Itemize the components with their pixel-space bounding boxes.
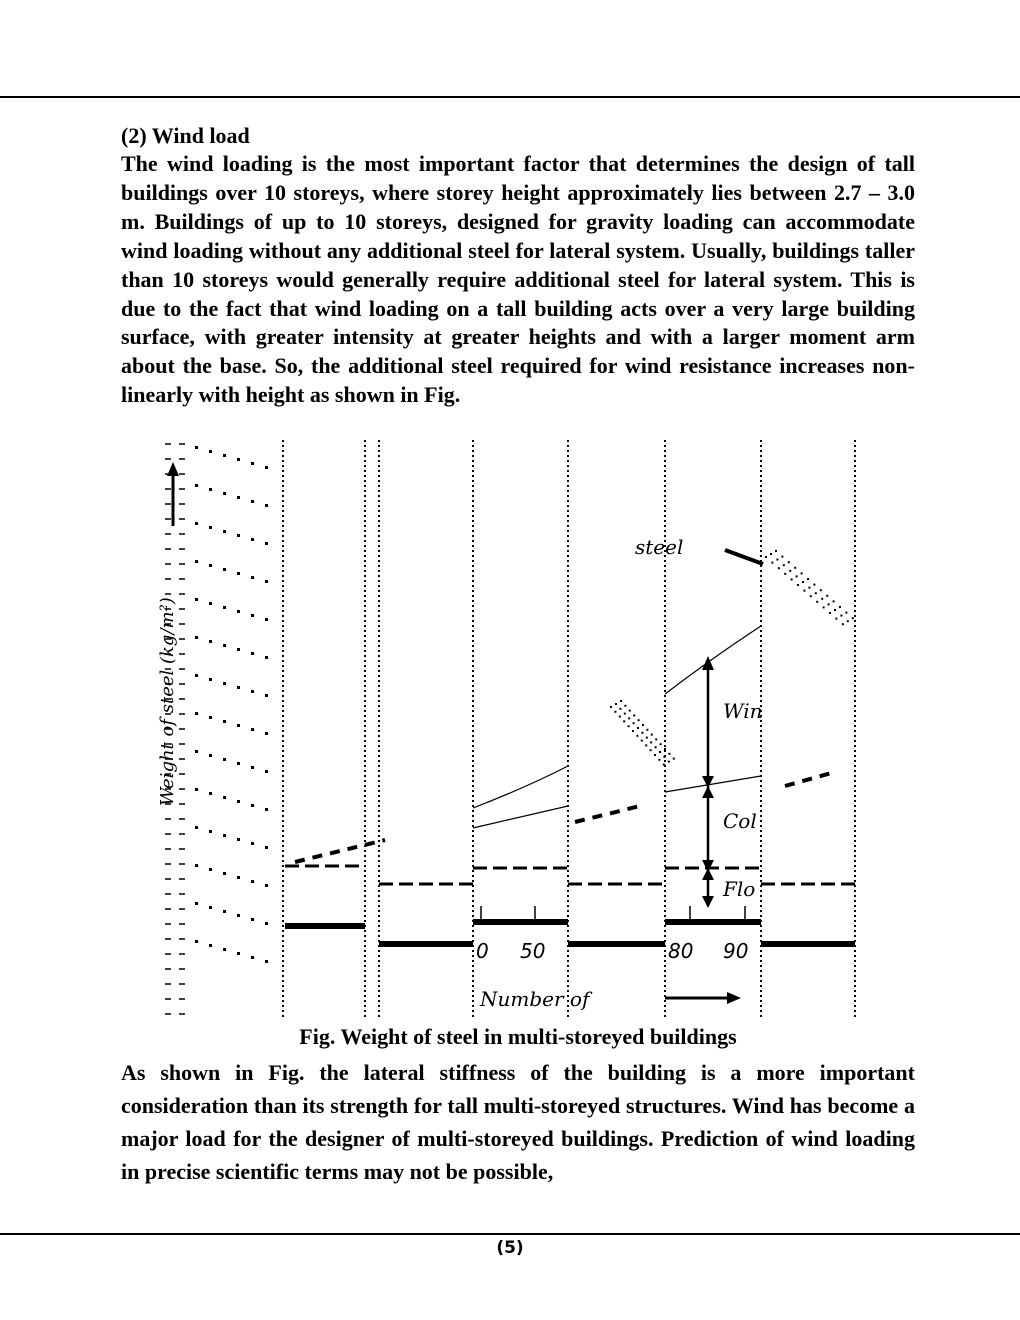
dot-mark (651, 734, 653, 736)
dot-mark (668, 761, 670, 763)
body-paragraph-2: As shown in Fig. the lateral stiffness of the building is a more important consideration than its strength for tall multi-storeyed structures. Wind has become a major load for the designer of multi-storeyed buildings. Prediction of wind loading in precise scientific terms may not be possible, (121, 1060, 915, 1184)
dot-mark (633, 722, 635, 724)
dot-mark (209, 868, 212, 871)
dot-mark (775, 550, 777, 552)
dot-mark (209, 488, 212, 491)
dot-mark (223, 796, 226, 799)
dot-mark (796, 575, 798, 577)
dot-mark (237, 724, 240, 727)
dot-mark (209, 602, 212, 605)
dot-mark (668, 753, 670, 755)
dot-mark (265, 580, 268, 583)
dot-mark (781, 556, 783, 558)
dot-mark (655, 738, 657, 740)
dot-mark (641, 740, 643, 742)
label-wind-bracing: Win (723, 699, 763, 723)
label-columns: Col (723, 809, 757, 833)
dot-mark (847, 620, 849, 622)
dot-mark (659, 751, 661, 753)
dot-mark (223, 682, 226, 685)
dot-mark (615, 703, 617, 705)
dot-mark (251, 766, 254, 769)
dot-mark (840, 615, 842, 617)
dot-mark (770, 553, 772, 555)
dot-mark (816, 601, 818, 603)
arrowhead-up-icon (702, 868, 714, 880)
dot-mark (237, 610, 240, 613)
dot-mark (835, 618, 837, 620)
dot-mark (209, 754, 212, 757)
dot-mark (265, 732, 268, 735)
wind-line (473, 766, 568, 808)
dot-mark (624, 713, 626, 715)
dot-mark (646, 737, 648, 739)
dot-mark (237, 876, 240, 879)
columns-line (473, 806, 568, 828)
dot-mark (237, 572, 240, 575)
dot-mark (195, 484, 198, 487)
series-floor (285, 866, 855, 884)
dot-mark (655, 746, 657, 748)
dot-mark (265, 618, 268, 621)
dot-mark (765, 556, 767, 558)
dot-mark (223, 606, 226, 609)
dot-mark (265, 542, 268, 545)
dot-mark (209, 450, 212, 453)
dot-mark (223, 872, 226, 875)
dot-mark (223, 720, 226, 723)
dot-mark (658, 759, 660, 761)
dot-mark (237, 800, 240, 803)
dot-mark (265, 808, 268, 811)
dot-mark (237, 496, 240, 499)
dot-mark (251, 804, 254, 807)
dot-mark (195, 902, 198, 905)
y-axis-label: Weight of steel (kg/m²) (157, 597, 178, 806)
dot-mark (195, 560, 198, 563)
dot-mark (646, 729, 648, 731)
steel-weight-figure (155, 436, 880, 1026)
dot-mark (209, 944, 212, 947)
label-floor: Flo (723, 877, 756, 901)
dot-mark (808, 587, 810, 589)
dot-mark (209, 564, 212, 567)
dot-mark (771, 562, 773, 564)
dot-mark (629, 710, 631, 712)
arrowhead-down-icon (702, 896, 714, 908)
series-total (725, 550, 763, 564)
dot-mark (839, 606, 841, 608)
dot-mark (209, 678, 212, 681)
dot-mark (237, 762, 240, 765)
dot-mark (620, 700, 622, 702)
dot-mark (852, 617, 854, 619)
dot-mark (823, 606, 825, 608)
dot-mark (265, 846, 268, 849)
dot-mark (650, 749, 652, 751)
dot-mark (794, 567, 796, 569)
dot-mark (810, 595, 812, 597)
dot-mark (195, 522, 198, 525)
dot-mark (209, 526, 212, 529)
dot-mark (237, 648, 240, 651)
dot-mark (265, 694, 268, 697)
dot-mark (223, 644, 226, 647)
dot-mark (820, 589, 822, 591)
page-number: (5) (496, 1238, 524, 1258)
x-axis-arrowhead-icon (727, 992, 741, 1004)
dot-mark (251, 842, 254, 845)
dot-mark (251, 500, 254, 503)
dot-mark (803, 590, 805, 592)
scan-strips (283, 440, 855, 1020)
wind-line (665, 626, 761, 694)
dot-mark (638, 719, 640, 721)
dot-mark (265, 656, 268, 659)
dot-mark (628, 717, 630, 719)
x-tick-label: 80 (668, 939, 694, 963)
dot-mark (619, 708, 621, 710)
dotted-diagonal (610, 550, 854, 766)
dot-mark (209, 792, 212, 795)
dot-mark (673, 758, 675, 760)
dot-mark (265, 884, 268, 887)
dot-mark (645, 744, 647, 746)
dot-mark (641, 732, 643, 734)
dot-mark (828, 603, 830, 605)
dot-mark (209, 906, 212, 909)
dot-mark (789, 570, 791, 572)
dot-mark (251, 614, 254, 617)
dot-mark (223, 568, 226, 571)
dot-mark (237, 838, 240, 841)
dot-mark (619, 716, 621, 718)
dot-mark (845, 612, 847, 614)
dot-mark (833, 600, 835, 602)
dot-mark (265, 466, 268, 469)
dot-mark (829, 612, 831, 614)
x-axis-label: Number of (480, 987, 590, 1011)
dot-mark (813, 584, 815, 586)
dot-mark (223, 492, 226, 495)
dot-mark (650, 741, 652, 743)
dot-mark (614, 711, 616, 713)
dot-mark (195, 712, 198, 715)
dot-mark (834, 609, 836, 611)
dot-mark (237, 686, 240, 689)
dot-mark (783, 564, 785, 566)
arrowhead-up-icon (702, 786, 714, 798)
label-total-steel: steel (635, 535, 684, 559)
dot-mark (237, 534, 240, 537)
dot-mark (223, 758, 226, 761)
dot-mark (610, 706, 612, 708)
dot-mark (195, 864, 198, 867)
dot-mark (251, 728, 254, 731)
dot-mark (195, 750, 198, 753)
dot-mark (633, 714, 635, 716)
dot-mark (195, 788, 198, 791)
x-axis (285, 922, 855, 944)
dot-mark (663, 756, 665, 758)
dot-mark (209, 716, 212, 719)
dot-mark (251, 538, 254, 541)
dot-mark (801, 572, 803, 574)
dot-mark (265, 770, 268, 773)
arrowhead-up-icon (702, 656, 714, 670)
dot-mark (807, 578, 809, 580)
dot-mark (223, 530, 226, 533)
dot-mark (802, 581, 804, 583)
dot-mark (195, 636, 198, 639)
dot-mark (654, 754, 656, 756)
dot-mark (223, 834, 226, 837)
dot-mark (815, 592, 817, 594)
dot-mark (251, 690, 254, 693)
body-paragraph-1: The wind loading is the most important factor that determines the design of tall buildings over 10 storeys, where storey height approximately lies between 2.7 – 3.0 m. Buildings of up to 10 storeys, designed for gravity loading can accommodate wind loading without any additional steel for lateral system. Usually, buildings taller than 10 storeys would generally require additional steel for lateral system. This is due to the fact that wind loading on a tall building acts over a very large building surface, with greater intensity at greater heights and with a larger moment arm about the base. So, the additional steel required for wind resistance increases non-linearly with height as shown in Fig. (121, 151, 915, 408)
dot-mark (265, 960, 268, 963)
dot-mark (821, 598, 823, 600)
dot-mark (637, 727, 639, 729)
dot-mark (223, 910, 226, 913)
dot-mark (788, 561, 790, 563)
x-tick-label: 90 (723, 939, 749, 963)
dot-mark (223, 454, 226, 457)
dot-mark (784, 573, 786, 575)
figure-canvas (155, 436, 880, 1026)
dot-mark (663, 764, 665, 766)
dot-mark (209, 640, 212, 643)
dot-mark (265, 922, 268, 925)
dot-mark (195, 826, 198, 829)
series-wind (473, 626, 761, 808)
footer-rule (0, 1233, 1020, 1235)
scan-noise (195, 446, 268, 963)
dot-mark (797, 584, 799, 586)
dot-mark (251, 880, 254, 883)
dot-mark (195, 940, 198, 943)
dot-mark (628, 725, 630, 727)
dot-mark (660, 743, 662, 745)
dot-mark (251, 956, 254, 959)
dot-mark (209, 830, 212, 833)
figure-caption: Fig. Weight of steel in multi-storeyed buildings (299, 1024, 737, 1049)
dot-mark (642, 724, 644, 726)
dot-mark (195, 446, 198, 449)
x-tick-label: 0 (476, 939, 489, 963)
dot-mark (632, 730, 634, 732)
dot-mark (623, 720, 625, 722)
dot-mark (778, 567, 780, 569)
columns-line (665, 776, 761, 792)
dot-mark (251, 462, 254, 465)
header-rule (0, 96, 1020, 98)
dot-mark (195, 598, 198, 601)
dot-mark (237, 914, 240, 917)
dot-mark (251, 652, 254, 655)
dot-mark (237, 952, 240, 955)
dot-mark (237, 458, 240, 461)
dot-mark (195, 674, 198, 677)
dot-mark (251, 918, 254, 921)
dot-mark (826, 595, 828, 597)
section-heading: (2) Wind load (121, 123, 250, 148)
series-columns (473, 776, 761, 828)
dot-mark (223, 948, 226, 951)
dot-mark (776, 559, 778, 561)
dot-mark (791, 578, 793, 580)
y-axis-arrowhead-icon (167, 462, 179, 476)
dot-mark (624, 705, 626, 707)
x-tick-label: 50 (520, 939, 546, 963)
dot-mark (251, 576, 254, 579)
dot-mark (265, 504, 268, 507)
dot-mark (664, 748, 666, 750)
dot-mark (842, 623, 844, 625)
dot-mark (636, 735, 638, 737)
